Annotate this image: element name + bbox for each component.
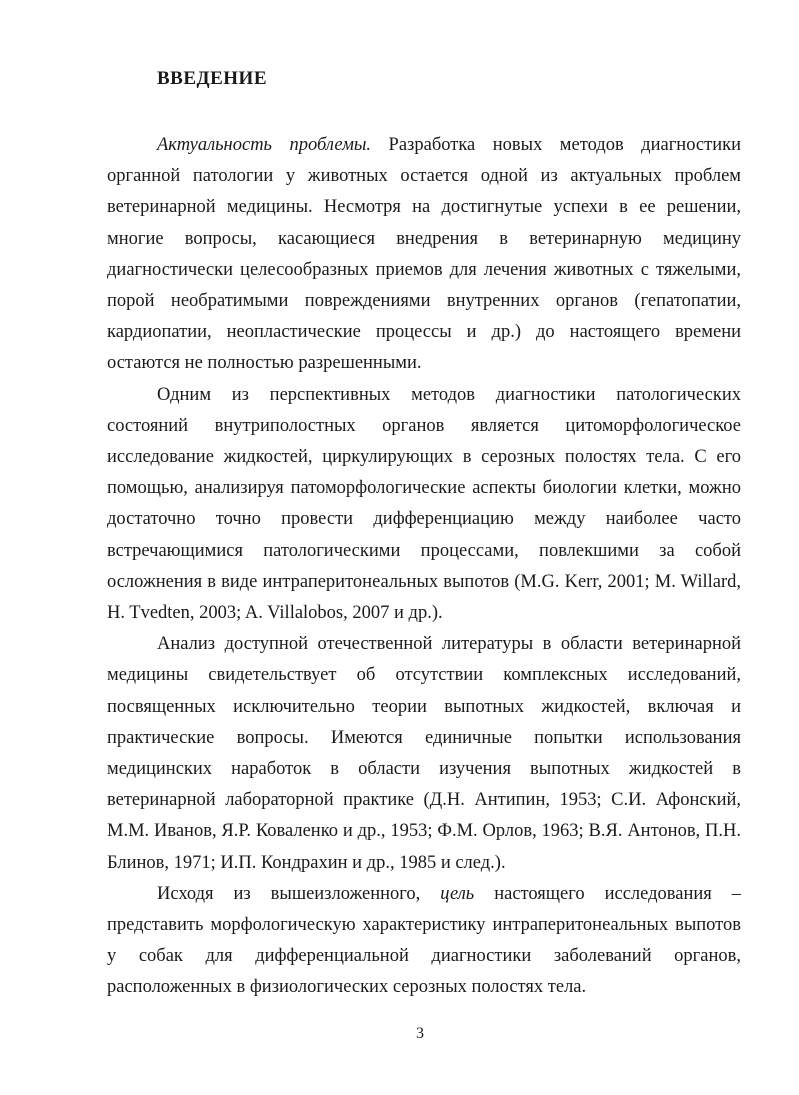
body-text <box>107 130 741 1004</box>
paragraph-relevance <box>107 130 741 380</box>
paragraph-methods: Одним из перспективных методов диагностики патологических состояний внутриполостных органов является цитоморфологическое исследование жидкостей, циркулирующих в серозных полостях тела. С его помощью, анализируя патоморфологические аспекты биологии клетки, можно достаточно точно провести дифференциацию между наиболее часто встречающимися патологическими процессами, повлекшими за собой осложнения в виде интраперитонеальных выпотов (M.G. Kerr, 2001; M. Willard, H. Tvedten, 2003; A. Villalobos, 2007 и др.). <box>107 384 741 624</box>
paragraph-goal <box>107 879 741 1004</box>
relevance-lead: Актуальность проблемы. <box>157 135 372 155</box>
page-title: ВВЕДЕНИЕ <box>157 68 267 89</box>
page-number: 3 <box>416 1025 424 1042</box>
paragraph-literature: Анализ доступной отечественной литературы в области ветеринарной медицины свидетельствует об отсутствии комплексных исследований, посвященных исключительно теории выпотных жидкостей, включая и практические вопросы. Имеются единичные попытки использования медицинских наработок в области изучения выпотных жидкостей в ветеринарной лабораторной практике (Д.Н. Антипин, 1953; С.И. Афонский, М.М. Иванов, Я.Р. Коваленко и др., 1953; Ф.М. Орлов, 1963; В.Я. Антонов, П.Н. Блинов, 1971; И.П. Кондрахин и др., 1985 и след.). <box>107 634 741 873</box>
relevance-text: Разработка новых методов диагностики органной патологии у животных остается одной из актуальных проблем ветеринарной медицины. Несмотря на достигнутые успехи в ее решении, многие вопросы, касающиеся внедрения в ветеринарную медицину диагностически целесообразных приемов для лечения животных с тяжелыми, порой необратимыми повреждениями внутренних органов (гепатопатии, кардиопатии, неопластические процессы и др.) до настоящего времени остаются не полностью разрешенными. <box>107 135 741 374</box>
goal-text: настоящего исследования – представить морфологическую характеристику интраперитонеальных выпотов у собак для дифференциальной диагностики заболеваний органов, расположенных в физиологических серозных полостях тела. <box>107 883 741 998</box>
goal-prefix: Исходя из вышеизложенного, <box>157 883 441 904</box>
goal-keyword: цель <box>440 883 475 904</box>
